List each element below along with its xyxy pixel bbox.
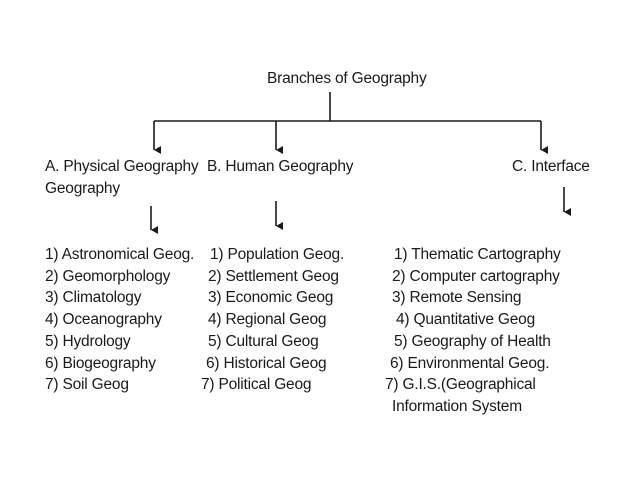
- list-item: 5) Geography of Health: [394, 332, 551, 350]
- list-item: 6) Historical Geog: [206, 354, 327, 372]
- physical-list: [45, 244, 194, 396]
- list-item: 4) Oceanography: [45, 311, 162, 329]
- list-item: 7) Political Geog: [201, 376, 312, 394]
- physical-heading: A. Physical Geography: [45, 158, 199, 175]
- list-item: 5) Hydrology: [45, 332, 131, 350]
- diagram-title: Branches of Geography: [267, 70, 427, 87]
- list-item: 4) Regional Geog: [208, 311, 327, 329]
- list-item: 3) Economic Geog: [208, 289, 334, 307]
- list-item: 1) Astronomical Geog.: [45, 246, 195, 263]
- list-item: 5) Cultural Geog: [208, 332, 319, 350]
- list-item: 2) Computer cartography: [392, 267, 560, 285]
- list-item: 7) Soil Geog: [45, 376, 129, 394]
- list-item: 2) Settlement Geog: [208, 267, 339, 285]
- list-item: 2) Geomorphology: [45, 267, 171, 285]
- human-list: [201, 244, 345, 396]
- list-item: 7) G.I.S.(Geographical: [385, 376, 536, 394]
- list-item: 4) Quantitative Geog: [396, 311, 536, 329]
- human-heading: B. Human Geography: [207, 158, 354, 175]
- list-item: 1) Population Geog.: [210, 246, 345, 263]
- physical-subheading: Geography: [45, 180, 120, 197]
- list-item: Information System: [392, 397, 522, 415]
- interface-list: [385, 244, 561, 418]
- list-item: 6) Biogeography: [45, 354, 156, 372]
- list-item: 3) Climatology: [45, 289, 142, 307]
- list-item: 3) Remote Sensing: [392, 289, 522, 307]
- list-item: 6) Environmental Geog.: [390, 354, 550, 372]
- interface-heading: C. Interface: [512, 158, 590, 175]
- list-item: 1) Thematic Cartography: [394, 246, 561, 263]
